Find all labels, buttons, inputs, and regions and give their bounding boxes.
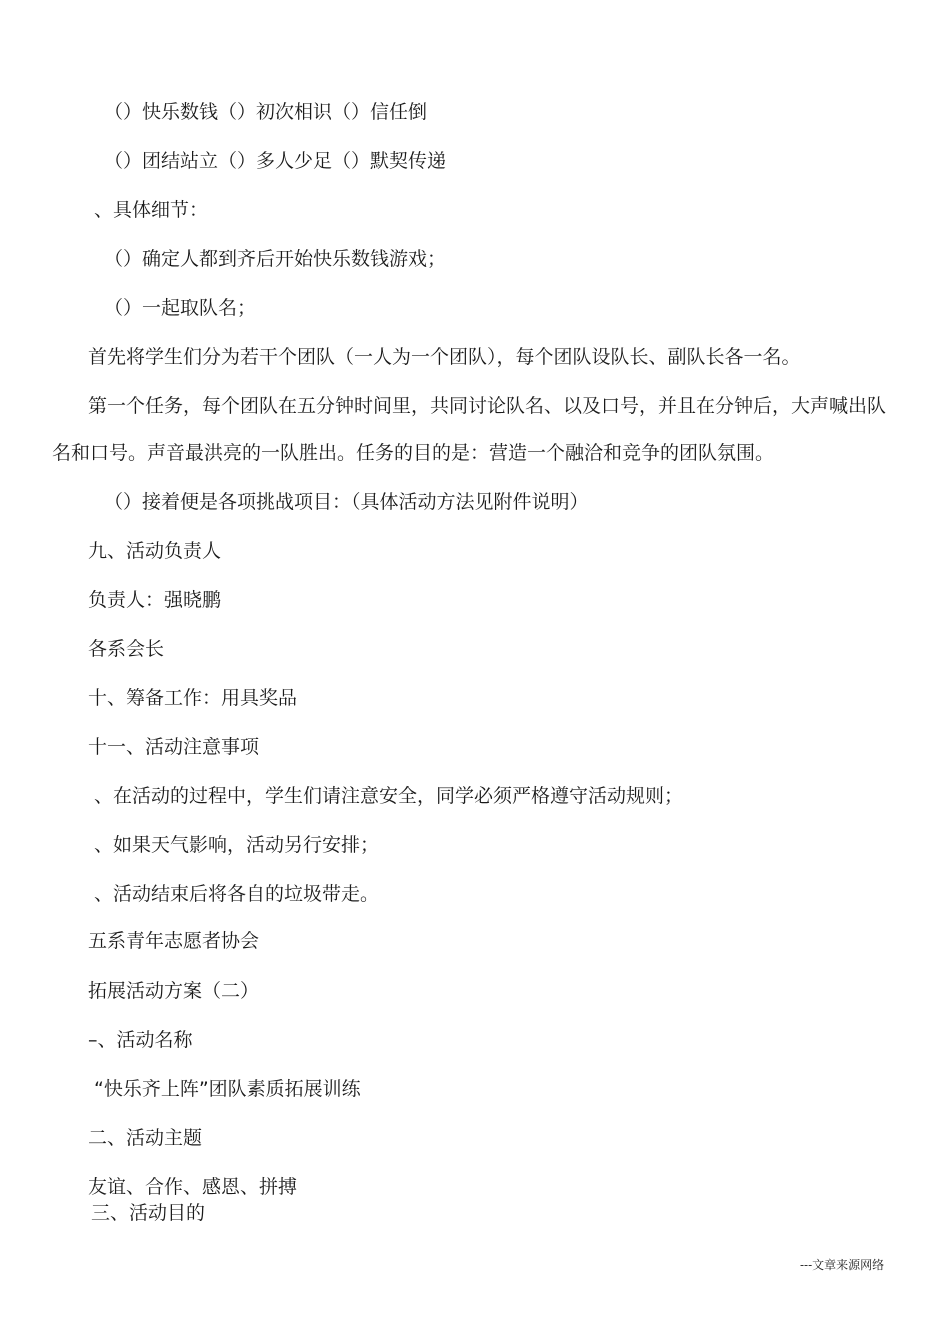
section-1-heading: –、活动名称 (88, 1029, 193, 1051)
footer-source-note: ---文章来源网络 (800, 1258, 885, 1272)
paragraph-task-line-1: 第一个任务，每个团队在五分钟时间里，共同讨论队名、以及口号，并且在分钟后，大声喊出队 (88, 395, 887, 417)
notice-item-1: 、在活动的过程中，学生们请注意安全，同学必须严格遵守活动规则； (94, 785, 684, 807)
section-9-heading: 九、活动负责人 (88, 540, 222, 562)
games-line-1: （）快乐数钱（）初次相识（）信任倒 (104, 101, 428, 123)
section-2-heading: 二、活动主题 (88, 1127, 203, 1149)
detail-item-2: （）一起取队名； (104, 297, 257, 319)
plan-2-title: 拓展活动方案（二） (88, 980, 260, 1002)
person-in-charge: 负责人：强晓鹏 (88, 589, 222, 611)
department-heads: 各系会长 (88, 638, 165, 660)
paragraph-teams: 首先将学生们分为若干个团队（一人为一个团队），每个团队设队长、副队长各一名。 (88, 346, 801, 368)
details-heading: 、具体细节： (94, 199, 209, 221)
detail-item-3: （）接着便是各项挑战项目：（具体活动方法见附件说明） (104, 491, 589, 513)
notice-item-2: 、如果天气影响，活动另行安排； (94, 834, 380, 856)
detail-item-1: （）确定人都到齐后开始快乐数钱游戏； (104, 248, 447, 270)
section-10-heading: 十、筹备工作：用具奖品 (88, 687, 298, 709)
activity-name: “快乐齐上阵”团队素质拓展训练 (94, 1078, 361, 1100)
section-11-heading: 十一、活动注意事项 (88, 736, 260, 758)
activity-theme: 友谊、合作、感恩、拼搏 (88, 1176, 298, 1198)
notice-item-3: 、活动结束后将各自的垃圾带走。 (94, 883, 380, 905)
section-3-heading: 三、活动目的 (91, 1202, 206, 1224)
paragraph-task-line-2: 名和口号。声音最洪亮的一队胜出。任务的目的是：营造一个融洽和竞争的团队氛围。 (52, 442, 775, 464)
organizer: 五系青年志愿者协会 (88, 930, 260, 952)
games-line-2: （）团结站立（）多人少足（）默契传递 (104, 150, 447, 172)
